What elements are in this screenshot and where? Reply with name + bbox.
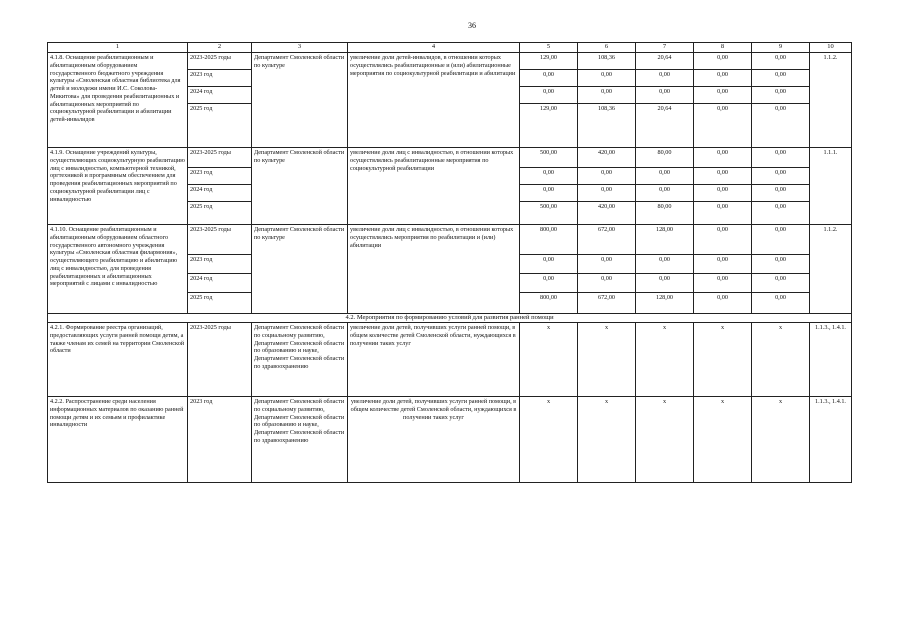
- value-cell: 0,00: [694, 104, 752, 148]
- value-cell: 0,00: [636, 255, 694, 274]
- value-cell: x: [752, 397, 810, 483]
- value-cell: 0,00: [636, 87, 694, 104]
- value-cell: 0,00: [752, 185, 810, 202]
- period-cell: 2023 год: [188, 397, 252, 483]
- activity-name: 4.2.2. Распространение среди населения информационных материалов по оказанию ранней помощи детям и их семьям и профилактике инвалидности: [48, 397, 188, 483]
- value-cell: 0,00: [520, 274, 578, 293]
- reference-cell: 1.1.1.: [810, 148, 852, 225]
- value-cell: 0,00: [636, 70, 694, 87]
- column-header: 1: [48, 43, 188, 53]
- reference-cell: 1.1.3., 1.4.1.: [810, 323, 852, 397]
- value-cell: 0,00: [752, 225, 810, 255]
- value-cell: 0,00: [520, 185, 578, 202]
- period-cell: 2023 год: [188, 255, 252, 274]
- value-cell: 0,00: [694, 168, 752, 185]
- value-cell: 0,00: [578, 255, 636, 274]
- activity-name: 4.1.9. Оснащение учреждений культуры, осуществляющих социокультурную реабилитацию лиц с инвалидностью, компьютерной техникой, оргтехникой и программным обеспечением для проведения реабилитационных мероприятий по социокультурной реабилитации лиц с инвалидностью: [48, 148, 188, 225]
- value-cell: 20,64: [636, 104, 694, 148]
- table-row: [48, 323, 852, 397]
- value-cell: 0,00: [694, 255, 752, 274]
- value-cell: 420,00: [578, 148, 636, 168]
- executor-cell: Департамент Смоленской области по социальному развитию, Департамент Смоленской области по образованию и науке, Департамент Смоленской области по здравоохранению: [252, 397, 348, 483]
- column-header: 5: [520, 43, 578, 53]
- table-body: [48, 43, 852, 483]
- value-cell: 0,00: [694, 274, 752, 293]
- table-row: [48, 397, 852, 483]
- column-header: 7: [636, 43, 694, 53]
- value-cell: 0,00: [520, 168, 578, 185]
- period-cell: 2024 год: [188, 274, 252, 293]
- value-cell: x: [752, 323, 810, 397]
- value-cell: 0,00: [752, 202, 810, 225]
- value-cell: x: [694, 397, 752, 483]
- value-cell: 0,00: [636, 185, 694, 202]
- period-cell: 2025 год: [188, 293, 252, 314]
- period-cell: 2025 год: [188, 202, 252, 225]
- value-cell: 420,00: [578, 202, 636, 225]
- value-cell: 0,00: [694, 202, 752, 225]
- period-cell: 2025 год: [188, 104, 252, 148]
- executor-cell: Департамент Смоленской области по социальному развитию, Департамент Смоленской области по образованию и науке, Департамент Смоленской области по здравоохранению: [252, 323, 348, 397]
- period-cell: 2023 год: [188, 70, 252, 87]
- value-cell: x: [578, 397, 636, 483]
- reference-cell: 1.1.2.: [810, 53, 852, 148]
- value-cell: 0,00: [520, 87, 578, 104]
- table-row: [48, 53, 852, 70]
- column-header: 3: [252, 43, 348, 53]
- value-cell: 672,00: [578, 293, 636, 314]
- value-cell: 128,00: [636, 293, 694, 314]
- value-cell: 80,00: [636, 148, 694, 168]
- value-cell: x: [636, 397, 694, 483]
- value-cell: 0,00: [752, 168, 810, 185]
- value-cell: 80,00: [636, 202, 694, 225]
- value-cell: x: [578, 323, 636, 397]
- value-cell: 0,00: [520, 255, 578, 274]
- header-row: [48, 43, 852, 53]
- period-cell: 2023-2025 годы: [188, 323, 252, 397]
- value-cell: 129,00: [520, 104, 578, 148]
- value-cell: 800,00: [520, 225, 578, 255]
- period-cell: 2023-2025 годы: [188, 148, 252, 168]
- indicator-cell: увеличение доли детей-инвалидов, в отношении которых осуществлялись реабилитационные и (или) абилитационные мероприятия по социокультурной реабилитации и абилитации: [348, 53, 520, 148]
- value-cell: 0,00: [752, 70, 810, 87]
- value-cell: 0,00: [520, 70, 578, 87]
- column-header: 8: [694, 43, 752, 53]
- column-header: 9: [752, 43, 810, 53]
- value-cell: 129,00: [520, 53, 578, 70]
- value-cell: 0,00: [578, 168, 636, 185]
- indicator-cell: увеличение доли детей, получивших услуги ранней помощи, в общем количестве детей Смоленской области, нуждающихся в получении таких услуг: [348, 323, 520, 397]
- indicator-cell: увеличение доли лиц с инвалидностью, в отношении которых осуществлялись мероприятия по реабилитации и (или) абилитации: [348, 225, 520, 314]
- program-table: [47, 42, 852, 483]
- value-cell: 108,36: [578, 53, 636, 70]
- value-cell: x: [520, 323, 578, 397]
- period-cell: 2023-2025 годы: [188, 53, 252, 70]
- value-cell: x: [520, 397, 578, 483]
- reference-cell: 1.1.3., 1.4.1.: [810, 397, 852, 483]
- value-cell: 0,00: [752, 87, 810, 104]
- reference-cell: 1.1.2.: [810, 225, 852, 314]
- value-cell: 0,00: [694, 148, 752, 168]
- column-header: 4: [348, 43, 520, 53]
- value-cell: 0,00: [752, 293, 810, 314]
- activity-name: 4.1.10. Оснащение реабилитационным и абилитационным оборудованием областного государственного автономного учреждения культуры «Смоленская областная филармония», осуществляющего реабилитацию и абилитацию лиц с инвалидностью, для проведения реабилитационных и абилитационных мероприятий с лицами с инвалидностью: [48, 225, 188, 314]
- value-cell: 0,00: [752, 255, 810, 274]
- value-cell: 0,00: [578, 87, 636, 104]
- period-cell: 2024 год: [188, 87, 252, 104]
- value-cell: 500,00: [520, 148, 578, 168]
- executor-cell: Департамент Смоленской области по культуре: [252, 225, 348, 314]
- section-row: [48, 314, 852, 323]
- value-cell: 800,00: [520, 293, 578, 314]
- value-cell: 0,00: [578, 185, 636, 202]
- value-cell: 0,00: [578, 274, 636, 293]
- value-cell: 0,00: [578, 70, 636, 87]
- value-cell: 0,00: [752, 148, 810, 168]
- value-cell: x: [636, 323, 694, 397]
- value-cell: 0,00: [694, 185, 752, 202]
- value-cell: 20,64: [636, 53, 694, 70]
- column-header: 2: [188, 43, 252, 53]
- executor-cell: Департамент Смоленской области по культуре: [252, 148, 348, 225]
- value-cell: 0,00: [636, 168, 694, 185]
- value-cell: 0,00: [694, 225, 752, 255]
- value-cell: 128,00: [636, 225, 694, 255]
- column-header: 6: [578, 43, 636, 53]
- value-cell: 0,00: [752, 104, 810, 148]
- table-row: [48, 225, 852, 255]
- value-cell: 500,00: [520, 202, 578, 225]
- value-cell: x: [694, 323, 752, 397]
- value-cell: 0,00: [694, 293, 752, 314]
- value-cell: 0,00: [694, 87, 752, 104]
- value-cell: 108,36: [578, 104, 636, 148]
- value-cell: 0,00: [752, 53, 810, 70]
- indicator-cell: увеличение доли детей, получивших услуги ранней помощи, в общем количестве детей Смоленской области, нуждающихся в получении таких услуг: [348, 397, 520, 483]
- section-title: 4.2. Мероприятия по формированию условий для развития ранней помощи: [48, 314, 852, 323]
- period-cell: 2023-2025 годы: [188, 225, 252, 255]
- column-header: 10: [810, 43, 852, 53]
- page-number: 36: [468, 21, 476, 30]
- activity-name: 4.1.8. Оснащение реабилитационным и абилитационным оборудованием государственного бюджетного учреждения культуры «Смоленская областная библиотека для детей и молодежи имени И.С. Соколова-Микитова» для проведения реабилитационных и абилитационных мероприятий по социокультурной реабилитации и абилитации детей-инвалидов: [48, 53, 188, 148]
- period-cell: 2024 год: [188, 185, 252, 202]
- value-cell: 0,00: [636, 274, 694, 293]
- value-cell: 0,00: [694, 53, 752, 70]
- executor-cell: Департамент Смоленской области по культуре: [252, 53, 348, 148]
- indicator-cell: увеличение доли лиц с инвалидностью, в отношении которых осуществлялись реабилитационные мероприятия по социокультурной реабилитации: [348, 148, 520, 225]
- activity-name: 4.2.1. Формирование реестра организаций, предоставляющих услуги ранней помощи детям, а также членам их семей на территории Смоленской области: [48, 323, 188, 397]
- value-cell: 0,00: [752, 274, 810, 293]
- period-cell: 2023 год: [188, 168, 252, 185]
- value-cell: 672,00: [578, 225, 636, 255]
- table-row: [48, 148, 852, 168]
- value-cell: 0,00: [694, 70, 752, 87]
